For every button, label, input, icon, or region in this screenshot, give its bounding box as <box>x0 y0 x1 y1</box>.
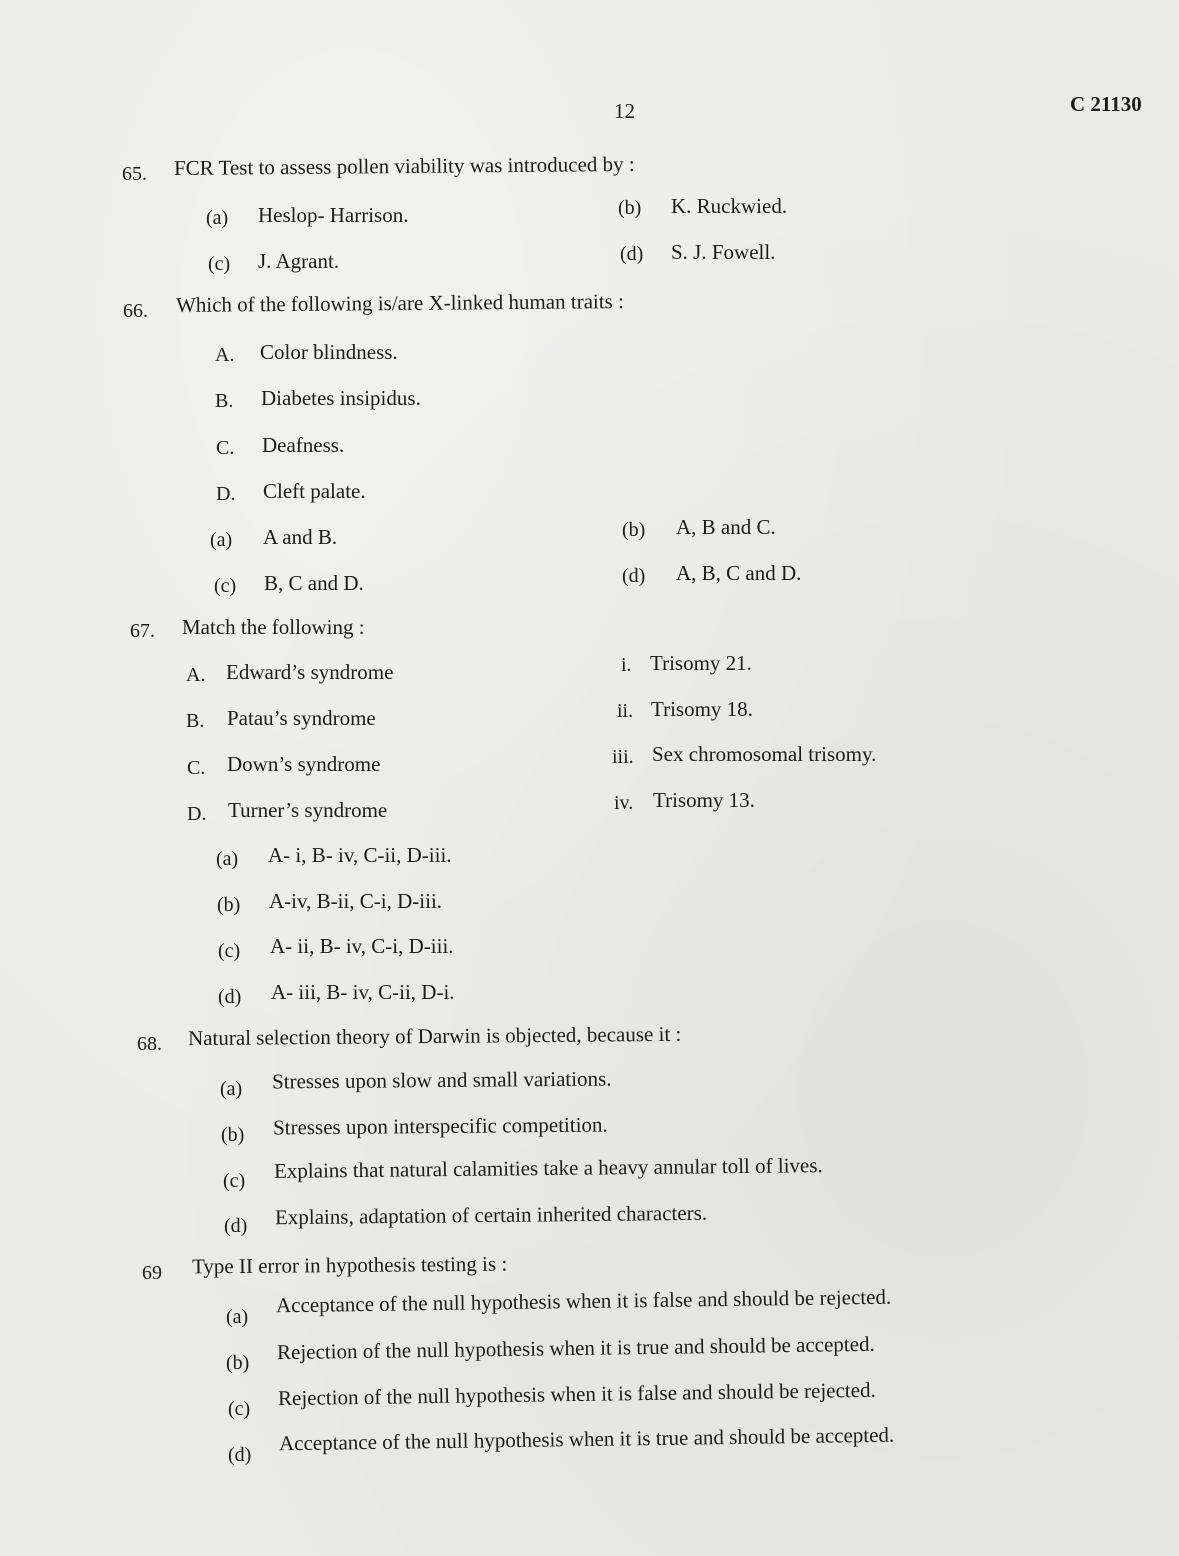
q66-option-b-text: A, B and C. <box>676 515 776 539</box>
q66-item-c-text: Deafness. <box>262 433 345 457</box>
q66-item-b-label: B. <box>215 390 234 412</box>
q66-item-a-text: Color blindness. <box>260 340 398 364</box>
q67-option-a-label: (a) <box>216 848 239 870</box>
question-67-number: 67. <box>130 620 155 642</box>
q69-option-a-label: (a) <box>226 1306 249 1328</box>
question-65-number: 65. <box>122 163 147 185</box>
q67-option-d-text: A- iii, B- iv, C-ii, D-i. <box>271 980 455 1004</box>
q67-option-c-text: A- ii, B- iv, C-i, D-iii. <box>270 934 454 958</box>
q66-item-d-text: Cleft palate. <box>263 479 366 503</box>
q67-option-c-label: (c) <box>218 940 241 962</box>
q66-option-d-text: A, B, C and D. <box>676 561 802 585</box>
q66-item-a-label: A. <box>215 344 235 366</box>
q65-option-b-text: K. Ruckwied. <box>671 194 788 218</box>
q67-left-a-label: A. <box>186 664 206 686</box>
q67-option-d-label: (d) <box>218 986 242 1008</box>
q69-option-a-text: Acceptance of the null hypothesis when it is false and should be rejected. <box>275 1284 892 1318</box>
q68-option-c-label: (c) <box>223 1170 246 1192</box>
q66-option-d-label: (d) <box>622 565 646 587</box>
q68-option-a-text: Stresses upon slow and small variations. <box>271 1066 612 1094</box>
q67-right-ii-label: ii. <box>617 700 634 722</box>
q66-option-c-text: B, C and D. <box>264 571 364 595</box>
q65-option-c-label: (c) <box>208 253 231 275</box>
q69-option-d-text: Acceptance of the null hypothesis when it is true and should be accepted. <box>278 1422 895 1456</box>
q65-option-d-label: (d) <box>620 243 644 265</box>
q69-option-b-label: (b) <box>226 1352 250 1374</box>
q66-item-c-label: C. <box>216 437 235 459</box>
q67-right-ii-text: Trisomy 18. <box>651 697 753 721</box>
question-66-number: 66. <box>123 300 148 322</box>
question-68-number: 68. <box>137 1033 162 1055</box>
q69-option-c-text: Rejection of the null hypothesis when it is false and should be rejected. <box>277 1377 876 1411</box>
q67-right-iii-label: iii. <box>612 746 634 768</box>
question-68-text: Natural selection theory of Darwin is objected, because it : <box>187 1021 682 1051</box>
q67-left-c-text: Down’s syndrome <box>227 752 381 776</box>
q67-option-b-text: A-iv, B-ii, C-i, D-iii. <box>269 889 443 913</box>
paper-code: C 21130 <box>1070 92 1142 116</box>
q65-option-a-text: Heslop- Harrison. <box>258 203 409 227</box>
q67-left-d-label: D. <box>187 803 207 825</box>
q67-right-iv-label: iv. <box>614 792 634 814</box>
question-69-text: Type II error in hypothesis testing is : <box>191 1251 508 1279</box>
q67-right-i-text: Trisomy 21. <box>650 651 752 675</box>
q68-option-d-text: Explains, adaptation of certain inherited characters. <box>274 1200 708 1230</box>
q67-left-d-text: Turner’s syndrome <box>228 798 388 822</box>
q66-item-b-text: Diabetes insipidus. <box>261 386 421 410</box>
q66-option-a-label: (a) <box>210 529 233 551</box>
q67-left-b-text: Patau’s syndrome <box>227 706 376 730</box>
q67-right-iii-text: Sex chromosomal trisomy. <box>652 742 877 766</box>
q68-option-d-label: (d) <box>224 1215 248 1237</box>
q68-option-a-label: (a) <box>220 1078 243 1100</box>
q67-option-a-text: A- i, B- iv, C-ii, D-iii. <box>268 843 452 867</box>
q65-option-c-text: J. Agrant. <box>258 249 340 273</box>
q67-left-b-label: B. <box>186 710 205 732</box>
q67-left-a-text: Edward’s syndrome <box>226 660 394 684</box>
q67-left-c-label: C. <box>187 757 206 779</box>
q66-item-d-label: D. <box>216 483 236 505</box>
q67-option-b-label: (b) <box>217 894 241 916</box>
question-69-number: 69 <box>142 1262 162 1284</box>
q68-option-b-text: Stresses upon interspecific competition. <box>272 1112 608 1140</box>
page-number: 12 <box>614 99 635 123</box>
q65-option-a-label: (a) <box>206 207 229 229</box>
q69-option-c-label: (c) <box>228 1398 251 1420</box>
q69-option-b-text: Rejection of the null hypothesis when it is true and should be accepted. <box>276 1331 875 1365</box>
question-66-text: Which of the following is/are X-linked human traits : <box>175 289 624 317</box>
q67-right-i-label: i. <box>621 654 632 676</box>
q66-option-b-label: (b) <box>622 519 646 541</box>
q67-right-iv-text: Trisomy 13. <box>653 788 755 812</box>
q66-option-a-text: A and B. <box>263 525 338 549</box>
question-67-text: Match the following : <box>182 615 365 639</box>
q68-option-c-text: Explains that natural calamities take a heavy annular toll of lives. <box>273 1153 823 1183</box>
q69-option-d-label: (d) <box>228 1444 252 1466</box>
q65-option-d-text: S. J. Fowell. <box>671 240 776 264</box>
q66-option-c-label: (c) <box>214 575 237 597</box>
q65-option-b-label: (b) <box>618 197 642 219</box>
question-65-text: FCR Test to assess pollen viability was introduced by : <box>173 151 635 181</box>
q68-option-b-label: (b) <box>221 1124 245 1146</box>
